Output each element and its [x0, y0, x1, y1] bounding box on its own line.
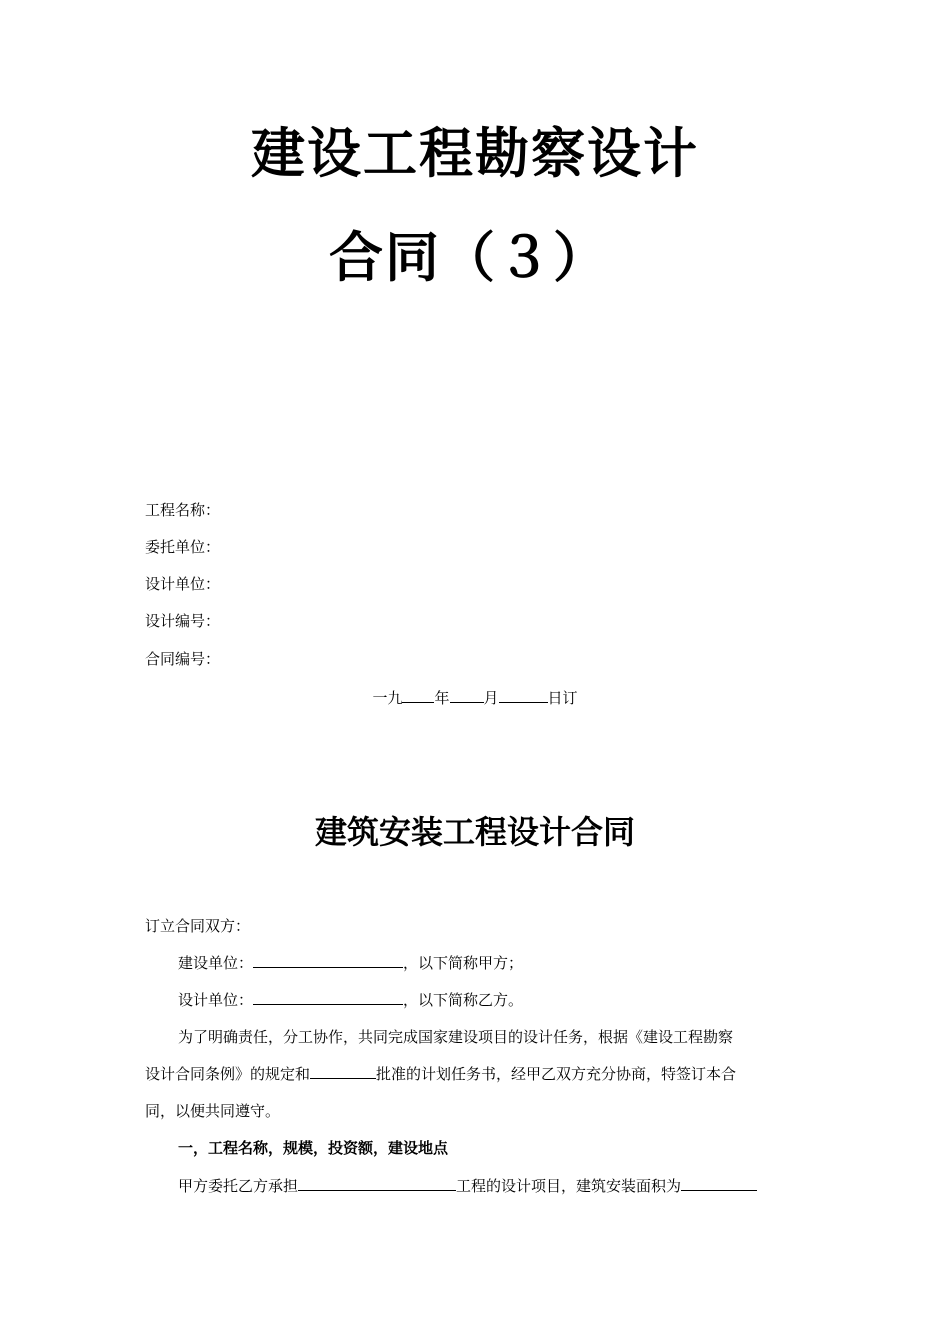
design-unit-field: 设计单位：: [145, 575, 221, 593]
party-a-line: [178, 953, 523, 973]
client-unit-field: 委托单位：: [145, 538, 221, 556]
section-1-line-1a: 甲方委托乙方承担: [178, 1177, 299, 1195]
preamble-line-3: 同，以便共同遵守。: [145, 1102, 281, 1120]
year-blank: [402, 688, 434, 703]
cover-title-line1: 建设工程勘察设计: [251, 122, 699, 185]
preamble-line-2b: 批准的计划任务书，经甲乙双方充分协商，特签订本合: [376, 1065, 737, 1083]
area-blank: [681, 1176, 757, 1191]
contract-number-field: 合同编号：: [145, 650, 221, 668]
section-1-line-1: [178, 1176, 757, 1196]
preamble-line-2: [145, 1064, 736, 1084]
parties-intro: 订立合同双方：: [145, 917, 251, 935]
party-b-label: 设计单位：: [178, 991, 254, 1009]
section-1-heading: 一，工程名称，规模，投资额，建设地点: [178, 1139, 449, 1157]
design-number-field: 设计编号：: [145, 612, 221, 630]
project-name-field: 工程名称：: [145, 501, 221, 519]
party-a-suffix: ，以下简称甲方；: [403, 954, 524, 972]
date-month-label: 月: [483, 689, 499, 707]
day-blank: [499, 688, 548, 703]
date-prefix: 一九: [372, 689, 403, 707]
date-year-label: 年: [434, 689, 450, 707]
preamble-line-2a: 设计合同条例》的规定和: [145, 1065, 311, 1083]
party-a-label: 建设单位：: [178, 954, 254, 972]
approver-blank: [310, 1064, 376, 1079]
section-1-line-1b: 工程的设计项目，建筑安装面积为: [456, 1177, 682, 1195]
contract-title: 建筑安装工程设计合同: [314, 813, 635, 851]
party-b-line: [178, 990, 523, 1010]
month-blank: [450, 688, 484, 703]
date-day-label: 日订: [547, 689, 578, 707]
party-b-blank: [253, 990, 403, 1005]
signing-date-line: [0, 688, 950, 708]
preamble-line-1: 为了明确责任，分工协作，共同完成国家建设项目的设计任务，根据《建设工程勘察: [178, 1028, 734, 1046]
party-a-blank: [253, 953, 403, 968]
cover-title-line2: 合同（３）: [329, 226, 609, 289]
project-blank: [298, 1176, 456, 1191]
party-b-suffix: ，以下简称乙方。: [403, 991, 524, 1009]
